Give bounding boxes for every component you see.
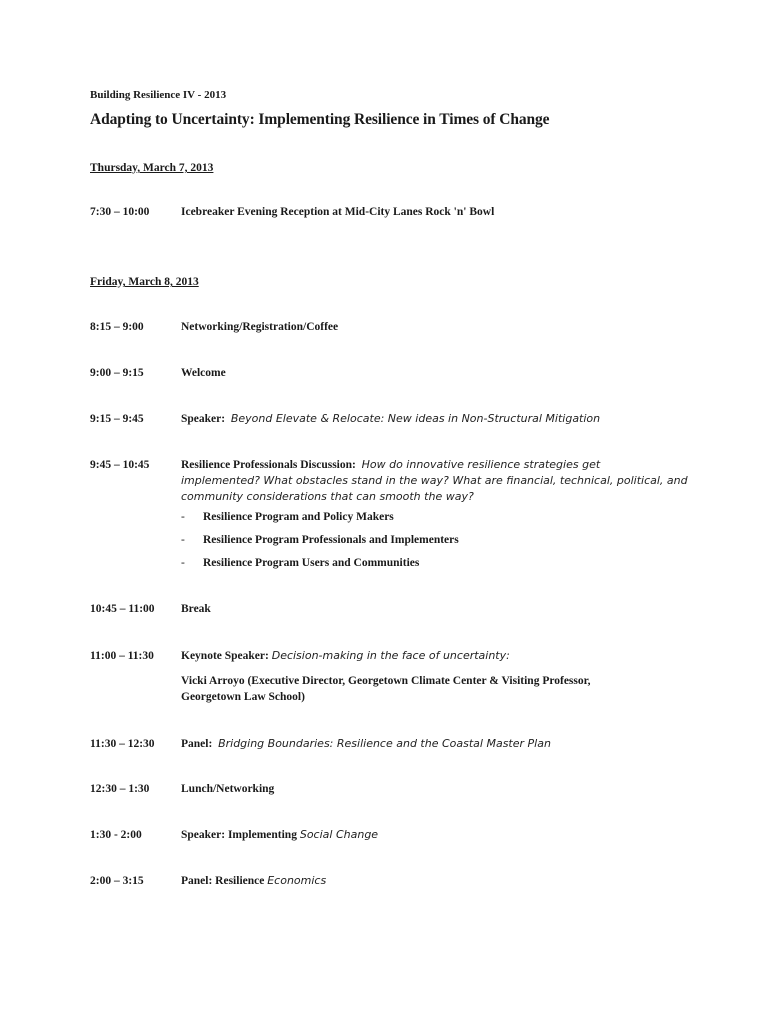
session-title: Networking/Registration/Coffee — [181, 321, 339, 333]
list-item — [181, 534, 459, 546]
list-item — [181, 557, 419, 569]
session-entry — [181, 873, 701, 889]
session-subtitle: Social Change — [299, 828, 379, 841]
session-time: 11:30 – 12:30 — [90, 738, 155, 750]
session-subtitle: Beyond Elevate & Relocate: New ideas in Non-Structural Mitigation — [230, 412, 601, 425]
session-time: 9:00 – 9:15 — [90, 367, 144, 379]
session-title: Speaker: — [181, 413, 226, 425]
bullet-dash: - — [181, 534, 185, 546]
session-entry — [181, 457, 701, 505]
session-title: Break — [181, 603, 211, 615]
session-subtitle: Economics — [267, 874, 327, 887]
session-subtitle-line: How do innovative resilience strategies get — [361, 458, 601, 471]
session-entry — [181, 648, 701, 664]
list-item-label: Resilience Program and Policy Makers — [203, 511, 394, 523]
session-entry — [181, 827, 701, 843]
list-item — [181, 511, 394, 523]
conference-name: Building Resilience IV - 2013 — [90, 89, 227, 101]
session-title: Panel: — [181, 738, 213, 750]
session-time: 10:45 – 11:00 — [90, 603, 155, 615]
session-title: Welcome — [181, 367, 226, 379]
session-subtitle: Bridging Boundaries: Resilience and the Coastal Master Plan — [218, 737, 551, 750]
session-time: 8:15 – 9:00 — [90, 321, 144, 333]
session-time: 9:45 – 10:45 — [90, 459, 150, 471]
session-detail — [181, 673, 701, 705]
session-detail-line: Georgetown Law School) — [181, 691, 305, 703]
session-title: Keynote Speaker: — [181, 650, 269, 662]
session-entry — [181, 411, 701, 427]
session-time: 9:15 – 9:45 — [90, 413, 144, 425]
session-time: 2:00 – 3:15 — [90, 875, 144, 887]
session-time: 1:30 - 2:00 — [90, 829, 142, 841]
session-title: Speaker: Implementing — [181, 829, 297, 841]
session-subtitle-line: implemented? What obstacles stand in the way? What are financial, technical, political, and — [181, 474, 688, 487]
session-time: 7:30 – 10:00 — [90, 206, 150, 218]
day-heading-thursday: Thursday, March 7, 2013 — [90, 162, 214, 174]
session-time: 12:30 – 1:30 — [90, 783, 150, 795]
bullet-dash: - — [181, 511, 185, 523]
day-heading-friday: Friday, March 8, 2013 — [90, 276, 199, 288]
session-title: Icebreaker Evening Reception at Mid-City Lanes Rock 'n' Bowl — [181, 206, 495, 218]
list-item-label: Resilience Program Professionals and Implementers — [203, 534, 459, 546]
list-item-label: Resilience Program Users and Communities — [203, 557, 420, 569]
session-entry — [181, 736, 701, 752]
session-title: Resilience Professionals Discussion: — [181, 459, 356, 471]
session-title: Panel: Resilience — [181, 875, 265, 887]
bullet-dash: - — [181, 557, 185, 569]
session-detail-line: Vicki Arroyo (Executive Director, Georgetown Climate Center & Visiting Professor, — [181, 675, 591, 687]
session-time: 11:00 – 11:30 — [90, 650, 154, 662]
conference-title: Adapting to Uncertainty: Implementing Resilience in Times of Change — [90, 111, 550, 128]
session-subtitle-line: community considerations that can smooth the way? — [181, 490, 474, 503]
session-subtitle: Decision-making in the face of uncertainty: — [271, 649, 510, 662]
session-title: Lunch/Networking — [181, 783, 275, 795]
